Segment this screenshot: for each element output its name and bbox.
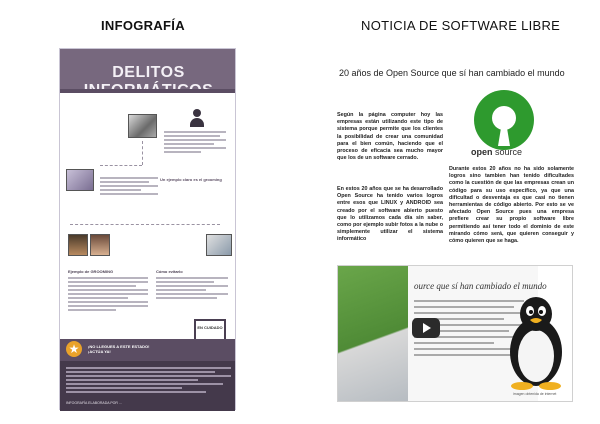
article-subtitle: 20 años de Open Source que sí han cambiado el mundo xyxy=(339,68,565,78)
prevention-title: Cómo evitarlo xyxy=(156,269,183,274)
footer-credit: INFOGRAFÍA ELABORADA POR ... xyxy=(66,401,122,405)
news-heading: NOTICIA DE SOFTWARE LIBRE xyxy=(361,18,561,33)
logo-word-source: source xyxy=(492,147,523,157)
grooming-image xyxy=(66,169,94,191)
play-button-icon[interactable] xyxy=(412,318,440,338)
connector-line xyxy=(100,165,142,166)
photo-girl xyxy=(68,234,88,256)
grooming-example-label: Un ejemplo claro es el grooming xyxy=(160,177,222,182)
tux-penguin-icon xyxy=(506,294,566,390)
infographic-heading: INFOGRAFÍA xyxy=(101,18,185,33)
connector-line xyxy=(70,224,220,225)
infographic-title: DELITOS xyxy=(112,64,185,81)
open-source-logo-icon xyxy=(472,88,536,152)
video-thumbnail[interactable] xyxy=(337,265,573,402)
cta-subtitle: ¡ACTÚA YA! xyxy=(88,349,111,354)
intro-text xyxy=(164,131,226,155)
star-icon: ★ xyxy=(66,341,82,357)
cta-text xyxy=(88,344,168,354)
computer-image xyxy=(206,234,232,256)
logo-word-open: open xyxy=(471,147,493,157)
photo-girl-2 xyxy=(90,234,110,256)
example-text xyxy=(68,277,148,313)
person-icon xyxy=(188,109,206,129)
example-title: Ejemplo de GROOMING xyxy=(68,269,114,274)
hacker-image xyxy=(128,114,157,138)
video-title: ource que sí han cambiado el mundo xyxy=(414,281,547,291)
article-paragraph-3: Durante estos 20 años no ha sido solamente logros sino tambien han tenido dificultades como la cuestión de que las empresas crean un código para su uso específico, ya que una dificultad o desventaja es que casi no tienen herramientas de código abierto. Por esto se ve afectado Open Source pues una empresa prefiere crear su propio software libre permitiendo así tener todo el dominio de este mirando cómo será, que quieren conseguir y cómo quieren que se haga. xyxy=(449,166,574,245)
monitor-icon: EN CUIDADO xyxy=(194,319,226,343)
cta-title: ¡NO LLEGUES A ESTE ESTADO! xyxy=(88,344,150,349)
article-paragraph-2: En estos 20 años que se ha desarrollado Open Source ha tenido varios logros entre esos que LINUX y ANDROID sea creado por el software abierto puesto que lo utilizamos cada día sin saber, como por ejemplo subir fotos a la nube o simplemente utilizar el sistema informático xyxy=(337,186,443,243)
logo-wordmark xyxy=(471,147,522,157)
prevention-list xyxy=(156,277,228,301)
infographic-footer xyxy=(60,361,235,411)
infographic xyxy=(59,48,236,410)
grooming-question-text xyxy=(100,177,158,197)
article-paragraph-1: Según la página computer hoy las empresas están utilizando este tipo de sistema porque permite que los clientes la posibilidad de crear una comunidad para el bien común, haciendo que el proceso de eficacia sea mucho mayor que los de un software cerrado. xyxy=(337,112,443,162)
video-caption: imagen obtenida de internet xyxy=(513,392,557,396)
footer-notes xyxy=(66,367,231,395)
connector-line xyxy=(142,141,143,165)
